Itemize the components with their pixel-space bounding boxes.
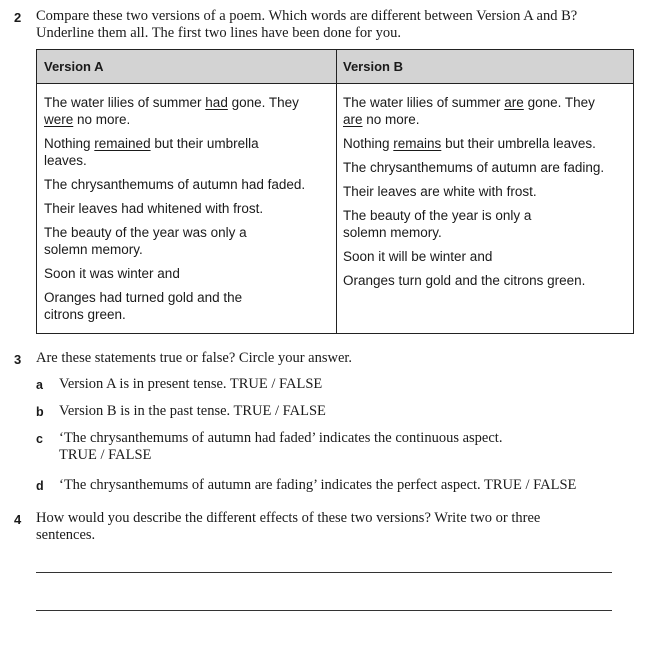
question-3-text: Are these statements true or false? Circle your answer. [36, 350, 353, 366]
q3-item-c-text[interactable] [59, 430, 502, 464]
question-4-number: 4 [14, 512, 22, 527]
poem-comparison-table [36, 49, 634, 334]
q3-item-a-letter: a [36, 378, 43, 392]
table-header-row [37, 50, 633, 84]
question-4-text [36, 510, 540, 544]
poem-text: The beauty of the year is only a [343, 208, 532, 223]
version-a-line: Their leaves had whitened with frost. [44, 201, 264, 216]
poem-text: The water lilies of summer [44, 95, 206, 110]
answer-line-2[interactable] [36, 610, 612, 611]
header-version-b: Version B [343, 59, 403, 74]
question-2-number: 2 [14, 10, 22, 25]
q3-item-d-text[interactable]: ‘The chrysanthemums of autumn are fading’ indicates the perfect aspect. TRUE / FALSE [59, 477, 577, 493]
version-b-line: Oranges turn gold and the citrons green. [343, 273, 586, 288]
question-4-line-2: sentences. [36, 527, 96, 543]
underlined-word: are [504, 95, 524, 110]
poem-text: citrons green. [44, 307, 126, 322]
version-b-stanza-2 [343, 135, 631, 152]
poem-text: no more. [73, 112, 131, 127]
poem-text: no more. [362, 112, 420, 127]
q3-item-c-line-2: TRUE / FALSE [59, 447, 152, 463]
underlined-word: were [44, 112, 74, 127]
version-a-line: Soon it was winter and [44, 266, 180, 281]
poem-text: leaves. [44, 153, 87, 168]
poem-text: The water lilies of summer [343, 95, 505, 110]
version-b-column [343, 94, 631, 296]
underlined-word: remains [393, 136, 442, 151]
poem-text: solemn memory. [44, 242, 143, 257]
column-divider [336, 50, 337, 333]
poem-text: Nothing [44, 136, 95, 151]
version-a-stanza-2 [44, 135, 334, 169]
underlined-word: remained [94, 136, 151, 151]
q3-item-c-line-1: ‘The chrysanthemums of autumn had faded’ indicates the continuous aspect. [59, 430, 503, 446]
version-b-line: The chrysanthemums of autumn are fading. [343, 160, 605, 175]
question-4-line-1: How would you describe the different effects of these two versions? Write two or three [36, 510, 541, 526]
q3-item-d-letter: d [36, 479, 44, 493]
version-b-stanza-1 [343, 94, 631, 128]
poem-text: Oranges had turned gold and the [44, 290, 243, 305]
version-a-stanza-1 [44, 94, 334, 128]
q3-item-b-text[interactable]: Version B is in the past tense. TRUE / FALSE [59, 403, 326, 419]
poem-text: solemn memory. [343, 225, 442, 240]
poem-text: The beauty of the year was only a [44, 225, 247, 240]
version-a-stanza-3 [44, 224, 334, 258]
q3-item-c-letter: c [36, 432, 43, 446]
version-a-stanza-4 [44, 289, 334, 323]
underlined-word: had [205, 95, 228, 110]
question-2-line-2: Underline them all. The first two lines have been done for you. [36, 25, 401, 41]
version-a-line: The chrysanthemums of autumn had faded. [44, 177, 306, 192]
q3-item-b-letter: b [36, 405, 44, 419]
question-2-text [36, 8, 577, 42]
header-version-a: Version A [44, 59, 104, 74]
poem-text: gone. They [227, 95, 299, 110]
poem-text: gone. They [523, 95, 595, 110]
q3-item-a-text[interactable]: Version A is in present tense. TRUE / FALSE [59, 376, 323, 392]
version-a-column [44, 94, 334, 330]
poem-text: but their umbrella [150, 136, 259, 151]
question-3-number: 3 [14, 352, 22, 367]
poem-text: Nothing [343, 136, 394, 151]
question-2-line-1: Compare these two versions of a poem. Which words are different between Version A and B? [36, 8, 578, 24]
version-b-line: Soon it will be winter and [343, 249, 493, 264]
answer-line-1[interactable] [36, 572, 612, 573]
underlined-word: are [343, 112, 363, 127]
version-b-stanza-3 [343, 207, 631, 241]
poem-text: but their umbrella leaves. [441, 136, 596, 151]
version-b-line: Their leaves are white with frost. [343, 184, 537, 199]
